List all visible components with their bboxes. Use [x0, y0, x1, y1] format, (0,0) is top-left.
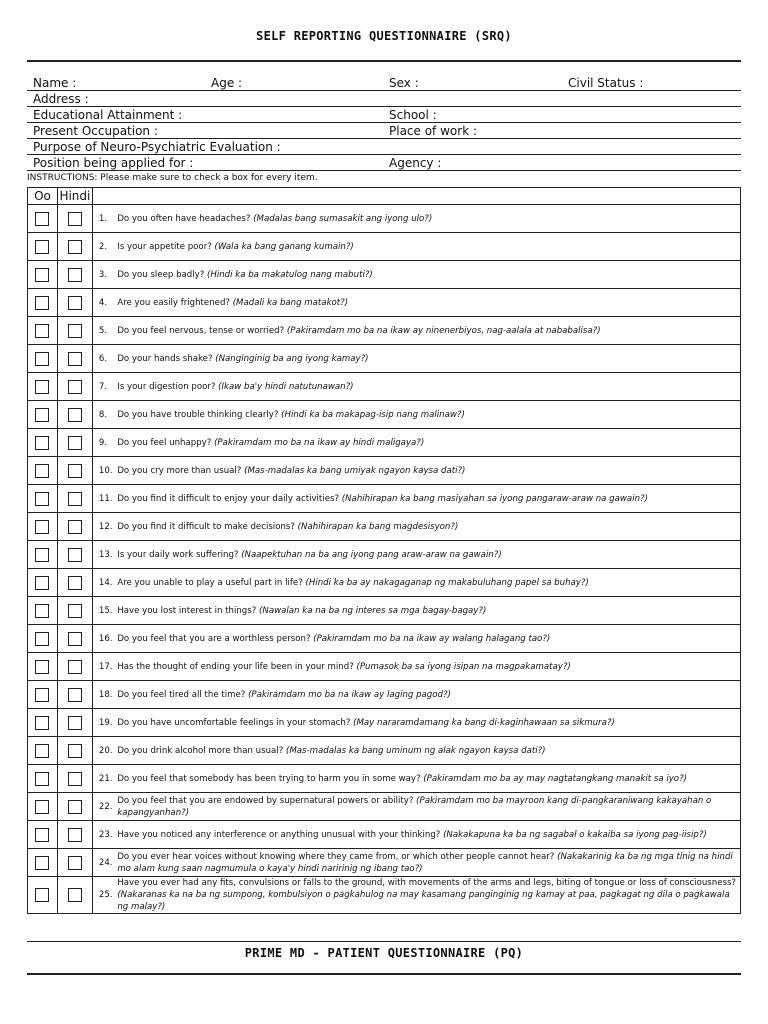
- question-english: Have you lost interest in things?: [117, 605, 257, 616]
- position-field[interactable]: Position being applied for :: [33, 156, 194, 170]
- age-field[interactable]: Age :: [211, 76, 243, 90]
- question-text: [117, 457, 740, 485]
- table-row: [28, 429, 741, 457]
- no-checkbox[interactable]: [68, 380, 82, 394]
- no-checkbox[interactable]: [68, 492, 82, 506]
- school-field[interactable]: School :: [389, 108, 437, 122]
- page-title: SELF REPORTING QUESTIONNAIRE (SRQ): [256, 29, 512, 43]
- question-filipino: (Ikaw ba'y hindi natutunawan?): [218, 381, 354, 392]
- question-filipino: (Pakiramdam mo ba na ikaw ay walang halagang tao?): [313, 633, 551, 644]
- no-checkbox[interactable]: [68, 296, 82, 310]
- yes-cell: [28, 457, 58, 485]
- question-filipino: (Pakiramdam mo ba na ikaw ay laging pagod?): [248, 689, 451, 700]
- question-number: 8.: [92, 401, 117, 429]
- question-number: 13.: [92, 541, 117, 569]
- question-english: Do you feel that somebody has been trying to harm you in some way?: [117, 773, 421, 784]
- instructions: INSTRUCTIONS: Please make sure to check a box for every item.: [27, 173, 318, 183]
- yes-cell: [28, 429, 58, 457]
- divider: [27, 941, 741, 942]
- question-filipino: (Hindi ka ba ay nakagaganap ng makabuluhang papel sa buhay?): [305, 577, 589, 588]
- question-english: Do you feel unhappy?: [117, 437, 212, 448]
- yes-checkbox[interactable]: [35, 828, 49, 842]
- question-column-header: [92, 188, 740, 205]
- purpose-field[interactable]: Purpose of Neuro-Psychiatric Evaluation :: [33, 140, 281, 154]
- question-number: 7.: [92, 373, 117, 401]
- yes-cell: [28, 597, 58, 625]
- question-number: 18.: [92, 681, 117, 709]
- yes-checkbox[interactable]: [35, 296, 49, 310]
- yes-cell: [28, 401, 58, 429]
- table-row: [28, 597, 741, 625]
- no-checkbox[interactable]: [68, 828, 82, 842]
- no-cell: [57, 681, 92, 709]
- yes-checkbox[interactable]: [35, 660, 49, 674]
- no-column-header: Hindi: [59, 189, 91, 203]
- question-english: Do you cry more than usual?: [117, 465, 242, 476]
- no-checkbox[interactable]: [68, 660, 82, 674]
- divider: [27, 973, 741, 975]
- no-cell: [57, 401, 92, 429]
- question-text: [117, 709, 740, 737]
- no-cell: [57, 541, 92, 569]
- no-checkbox[interactable]: [68, 632, 82, 646]
- no-cell: [57, 625, 92, 653]
- occupation-field[interactable]: Present Occupation :: [33, 124, 158, 138]
- no-cell: [57, 709, 92, 737]
- yes-checkbox[interactable]: [35, 632, 49, 646]
- table-row: [28, 485, 741, 513]
- question-text: [117, 877, 740, 914]
- info-row-occupation: [27, 124, 741, 139]
- question-english: Do you often have headaches?: [117, 213, 251, 224]
- info-row-name: [27, 76, 741, 91]
- yes-cell: [28, 765, 58, 793]
- question-english: Do you drink alcohol more than usual?: [117, 745, 284, 756]
- no-cell: [57, 205, 92, 233]
- name-field[interactable]: Name :: [33, 76, 77, 90]
- yes-cell: [28, 877, 58, 914]
- yes-cell: [28, 233, 58, 261]
- yes-checkbox[interactable]: [35, 212, 49, 226]
- yes-cell: [28, 345, 58, 373]
- yes-checkbox[interactable]: [35, 576, 49, 590]
- no-checkbox[interactable]: [68, 576, 82, 590]
- question-text: [117, 205, 740, 233]
- question-english: Are you unable to play a useful part in life?: [117, 577, 303, 588]
- question-filipino: (Mas-madalas ka bang umiyak ngayon kaysa dati?): [244, 465, 466, 476]
- question-english: Do your hands shake?: [117, 353, 213, 364]
- no-checkbox[interactable]: [68, 716, 82, 730]
- yes-cell: [28, 569, 58, 597]
- question-number: 4.: [92, 289, 117, 317]
- no-checkbox[interactable]: [68, 324, 82, 338]
- questionnaire-table: [27, 187, 741, 914]
- table-row: [28, 653, 741, 681]
- table-row: [28, 625, 741, 653]
- table-row: [28, 821, 741, 849]
- no-cell: [57, 345, 92, 373]
- yes-checkbox[interactable]: [35, 380, 49, 394]
- no-cell: [57, 233, 92, 261]
- no-checkbox[interactable]: [68, 888, 82, 902]
- question-filipino: (Madalas bang sumasakit ang iyong ulo?): [253, 213, 433, 224]
- question-english: Do you feel that you are a worthless person?: [117, 633, 311, 644]
- no-cell: [57, 513, 92, 541]
- table-row: [28, 233, 741, 261]
- question-text: [117, 233, 740, 261]
- info-row-purpose: [27, 140, 741, 155]
- question-filipino: (Naapektuhan na ba ang iyong pang araw-araw na gawain?): [241, 549, 502, 560]
- question-text: [117, 317, 740, 345]
- question-english: Do you ever hear voices without knowing where they came from, or which other people cannot hear?: [117, 851, 555, 862]
- no-checkbox[interactable]: [68, 688, 82, 702]
- question-text: [117, 429, 740, 457]
- yes-cell: [28, 205, 58, 233]
- question-number: 14.: [92, 569, 117, 597]
- table-row: [28, 709, 741, 737]
- question-filipino: (Pakiramdam mo ba ay may nagtatangkang manakit sa iyo?): [423, 773, 687, 784]
- no-cell: [57, 373, 92, 401]
- header-row: [28, 188, 741, 205]
- no-cell: [57, 457, 92, 485]
- education-field[interactable]: Educational Attainment :: [33, 108, 183, 122]
- question-number: 24.: [92, 849, 117, 877]
- yes-cell: [28, 513, 58, 541]
- yes-cell: [28, 821, 58, 849]
- yes-cell: [28, 541, 58, 569]
- no-cell: [57, 849, 92, 877]
- question-text: [117, 569, 740, 597]
- info-row-education: [27, 108, 741, 123]
- question-english: Do you have trouble thinking clearly?: [117, 409, 279, 420]
- yes-cell: [28, 373, 58, 401]
- no-checkbox[interactable]: [68, 772, 82, 786]
- table-row: [28, 793, 741, 821]
- question-number: 9.: [92, 429, 117, 457]
- no-checkbox[interactable]: [68, 212, 82, 226]
- yes-cell: [28, 709, 58, 737]
- table-row: [28, 401, 741, 429]
- no-checkbox[interactable]: [68, 352, 82, 366]
- yes-checkbox[interactable]: [35, 408, 49, 422]
- yes-checkbox[interactable]: [35, 604, 49, 618]
- table-row: [28, 569, 741, 597]
- divider: [27, 60, 741, 62]
- table-row: [28, 317, 741, 345]
- question-number: 15.: [92, 597, 117, 625]
- question-number: 12.: [92, 513, 117, 541]
- no-cell: [57, 653, 92, 681]
- question-number: 16.: [92, 625, 117, 653]
- info-row-address: [27, 92, 741, 107]
- yes-checkbox[interactable]: [35, 548, 49, 562]
- question-filipino: (Pumasok ba sa iyong isipan na magpakamatay?): [356, 661, 571, 672]
- question-number: 3.: [92, 261, 117, 289]
- question-filipino: (Pakiramdam mo ba na ikaw ay hindi maligaya?): [214, 437, 425, 448]
- question-text: [117, 541, 740, 569]
- question-english: Is your appetite poor?: [117, 241, 212, 252]
- no-cell: [57, 737, 92, 765]
- yes-cell: [28, 485, 58, 513]
- yes-checkbox[interactable]: [35, 744, 49, 758]
- no-checkbox[interactable]: [68, 408, 82, 422]
- question-text: [117, 345, 740, 373]
- question-text: [117, 793, 740, 821]
- sex-field[interactable]: Sex :: [389, 76, 419, 90]
- question-number: 1.: [92, 205, 117, 233]
- no-cell: [57, 793, 92, 821]
- question-text: [117, 373, 740, 401]
- no-cell: [57, 821, 92, 849]
- table-row: [28, 737, 741, 765]
- question-english: Are you easily frightened?: [117, 297, 230, 308]
- yes-cell: [28, 737, 58, 765]
- no-cell: [57, 485, 92, 513]
- table-row: [28, 345, 741, 373]
- question-english: Have you noticed any interference or anything unusual with your thinking?: [117, 829, 441, 840]
- question-text: [117, 737, 740, 765]
- question-filipino: (Nawalan ka na ba ng interes sa mga bagay-bagay?): [259, 605, 487, 616]
- yes-checkbox[interactable]: [35, 240, 49, 254]
- table-row: [28, 373, 741, 401]
- agency-field[interactable]: Agency :: [389, 156, 442, 170]
- question-number: 20.: [92, 737, 117, 765]
- question-number: 19.: [92, 709, 117, 737]
- yes-checkbox[interactable]: [35, 800, 49, 814]
- question-filipino: (Hindi ka ba makatulog nang mabuti?): [207, 269, 373, 280]
- yes-cell: [28, 625, 58, 653]
- question-english: Have you ever had any fits, convulsions or falls to the ground, with movements of the arms and legs, biting of tongue or loss of consciousness?: [117, 878, 736, 888]
- yes-checkbox[interactable]: [35, 324, 49, 338]
- question-text: [117, 821, 740, 849]
- question-english: Has the thought of ending your life been in your mind?: [117, 661, 354, 672]
- table-row: [28, 289, 741, 317]
- no-cell: [57, 597, 92, 625]
- yes-checkbox[interactable]: [35, 856, 49, 870]
- question-english: Do you find it difficult to make decisions?: [117, 521, 295, 532]
- no-checkbox[interactable]: [68, 604, 82, 618]
- yes-cell: [28, 681, 58, 709]
- yes-cell: [28, 317, 58, 345]
- question-english: Do you sleep badly?: [117, 269, 205, 280]
- question-text: [117, 653, 740, 681]
- question-number: 22.: [92, 793, 117, 821]
- question-text: [117, 597, 740, 625]
- question-filipino: (Nakakapuna ka ba ng sagabal o kakaiba sa iyong pag-iisip?): [443, 829, 707, 840]
- table-row: [28, 849, 741, 877]
- address-field[interactable]: Address :: [33, 92, 89, 106]
- yes-cell: [28, 849, 58, 877]
- table-row: [28, 513, 741, 541]
- question-filipino: (Wala ka bang ganang kumain?): [214, 241, 354, 252]
- question-text: [117, 289, 740, 317]
- question-text: [117, 513, 740, 541]
- yes-checkbox[interactable]: [35, 492, 49, 506]
- no-checkbox[interactable]: [68, 268, 82, 282]
- question-filipino: (Pakiramdam mo ba na ikaw ay ninenerbiyos, nag-aalala at nababalisa?): [286, 325, 601, 336]
- no-cell: [57, 261, 92, 289]
- table-row: [28, 765, 741, 793]
- question-english: Is your digestion poor?: [117, 381, 216, 392]
- table-row: [28, 681, 741, 709]
- workplace-field[interactable]: Place of work :: [389, 124, 477, 138]
- question-filipino: (Nahihirapan ka bang magdesisyon?): [297, 521, 459, 532]
- question-number: 17.: [92, 653, 117, 681]
- yes-checkbox[interactable]: [35, 352, 49, 366]
- no-checkbox[interactable]: [68, 464, 82, 478]
- no-cell: [57, 765, 92, 793]
- yes-checkbox[interactable]: [35, 520, 49, 534]
- yes-cell: [28, 289, 58, 317]
- no-checkbox[interactable]: [68, 856, 82, 870]
- table-row: [28, 877, 741, 914]
- no-cell: [57, 317, 92, 345]
- yes-checkbox[interactable]: [35, 888, 49, 902]
- no-checkbox[interactable]: [68, 240, 82, 254]
- yes-cell: [28, 261, 58, 289]
- no-checkbox[interactable]: [68, 744, 82, 758]
- question-filipino: (Nakaranas ka na ba ng sumpong, kombulsiyon o pagkahulog na may kasamang panginginig ng kamay at paa, pagkagat ng dila o pagkawala ng malay?): [117, 890, 730, 912]
- question-english: Do you have uncomfortable feelings in your stomach?: [117, 717, 351, 728]
- no-cell: [57, 289, 92, 317]
- yes-cell: [28, 793, 58, 821]
- table-row: [28, 457, 741, 485]
- no-checkbox[interactable]: [68, 548, 82, 562]
- question-number: 10.: [92, 457, 117, 485]
- info-row-position: [27, 156, 741, 171]
- question-filipino: (Mas-madalas ka bang uminum ng alak ngayon kaysa dati?): [286, 745, 546, 756]
- yes-cell: [28, 653, 58, 681]
- question-filipino: (Nahihirapan ka bang masiyahan sa iyong pangaraw-araw na gawain?): [341, 493, 648, 504]
- question-number: 21.: [92, 765, 117, 793]
- table-row: [28, 261, 741, 289]
- question-english: Do you feel nervous, tense or worried?: [117, 325, 285, 336]
- yes-checkbox[interactable]: [35, 772, 49, 786]
- question-number: 6.: [92, 345, 117, 373]
- question-text: [117, 681, 740, 709]
- question-number: 23.: [92, 821, 117, 849]
- no-checkbox[interactable]: [68, 800, 82, 814]
- civil-status-field[interactable]: Civil Status :: [568, 76, 644, 90]
- no-checkbox[interactable]: [68, 436, 82, 450]
- no-cell: [57, 569, 92, 597]
- question-number: 25.: [92, 877, 117, 914]
- question-text: [117, 849, 740, 877]
- question-english: Is your daily work suffering?: [117, 549, 239, 560]
- no-checkbox[interactable]: [68, 520, 82, 534]
- question-english: Do you feel tired all the time?: [117, 689, 246, 700]
- question-text: [117, 261, 740, 289]
- yes-checkbox[interactable]: [35, 436, 49, 450]
- table-row: [28, 205, 741, 233]
- yes-checkbox[interactable]: [35, 716, 49, 730]
- question-text: [117, 485, 740, 513]
- question-text: [117, 625, 740, 653]
- no-cell: [57, 429, 92, 457]
- question-filipino: (Hindi ka ba makapag-isip nang malinaw?): [281, 409, 465, 420]
- question-english: Do you feel that you are endowed by supernatural powers or ability?: [117, 795, 414, 806]
- no-cell: [57, 877, 92, 914]
- question-filipino: (Pakiramdam mo ba mayroon kang di-pangkaraniwang kakayahan o kapangyanhan?): [117, 795, 712, 818]
- question-filipino: (Nakakarinig ka ba ng mga tinig na hindi mo alam kung saan nagmumula o kaya'y hindi naririnig ng ibang tao?): [117, 851, 733, 874]
- question-filipino: (May nararamdamang ka bang di-kaginhawaan sa sikmura?): [353, 717, 615, 728]
- yes-column-header: Oo: [28, 188, 58, 205]
- question-filipino: (Madali ka bang matakot?): [232, 297, 349, 308]
- question-text: [117, 401, 740, 429]
- question-number: 2.: [92, 233, 117, 261]
- question-english: Do you find it difficult to enjoy your daily activities?: [117, 493, 340, 504]
- question-text: [117, 765, 740, 793]
- table-row: [28, 541, 741, 569]
- question-number: 11.: [92, 485, 117, 513]
- footer-title: PRIME MD - PATIENT QUESTIONNAIRE (PQ): [244, 946, 524, 960]
- yes-checkbox[interactable]: [35, 464, 49, 478]
- yes-checkbox[interactable]: [35, 688, 49, 702]
- question-number: 5.: [92, 317, 117, 345]
- question-filipino: (Nanginginig ba ang iyong kamay?): [215, 353, 369, 364]
- yes-checkbox[interactable]: [35, 268, 49, 282]
